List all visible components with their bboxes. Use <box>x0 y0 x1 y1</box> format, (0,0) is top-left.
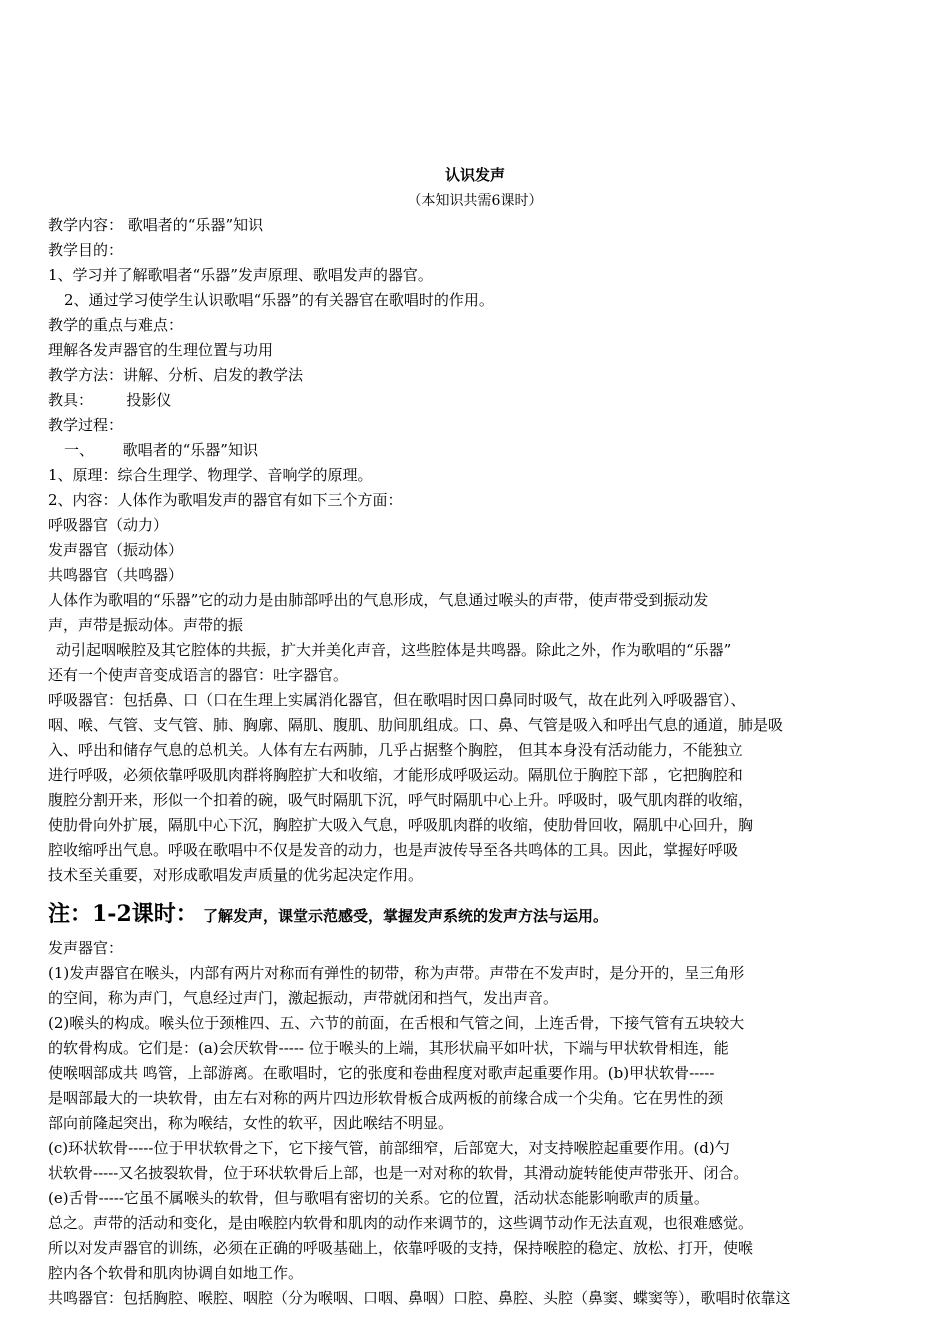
text-line: (1)发声器官在喉头，内部有两片对称而有弹性的韧带，称为声带。声带在不发声时，是分开的，呈三角形 <box>48 964 745 982</box>
text-line: 共鸣器官：包括胸腔、喉腔、咽腔（分为喉咽、口咽、鼻咽）口腔、鼻腔、头腔（鼻窦、蝶窦等），歌唱时依靠这 <box>48 1289 791 1307</box>
text-line: 教学过程： <box>48 416 124 434</box>
text-line: 发声器官（振动体） <box>48 541 184 559</box>
text-line: 教学目的： <box>48 241 124 259</box>
text-line: 腔内各个软骨和肌肉协调自如地工作。 <box>48 1264 304 1282</box>
text-line: (e)舌骨-----它虽不属喉头的软骨，但与歌唱有密切的关系。它的位置，活动状态能影响歌声的质量。 <box>48 1189 709 1207</box>
text-line: 入、呼出和储存气息的总机关。人体有左右两肺，几乎占据整个胸腔， 但其本身没有活动能力，不能独立 <box>48 741 743 759</box>
text-line: 呼吸器官（动力） <box>48 516 169 534</box>
text-line: 理解各发声器官的生理位置与功用 <box>48 341 274 359</box>
text-line: 声，声带是振动体。声带的振 <box>48 616 244 634</box>
document-body-continued <box>48 936 818 1311</box>
text-line: (c)环状软骨-----位于甲状软骨之下，它下接气管，前部细窄，后部宽大，对支持喉腔起重要作用。(d)勺 <box>48 1139 730 1157</box>
lesson-note <box>48 897 908 933</box>
text-line: 进行呼吸，必须依靠呼吸肌肉群将胸腔扩大和收缩，才能形成呼吸运动。隔肌位于胸腔下部 ，它把胸腔和 <box>48 766 743 784</box>
text-line: 技术至关重要，对形成歌唱发声质量的优劣起决定作用。 <box>48 866 424 884</box>
text-line: 共鸣器官（共鸣器） <box>48 566 184 584</box>
section-heading: 一、 歌唱者的“乐器”知识 <box>64 441 258 459</box>
text-line: 1、原理：综合生理学、物理学、音响学的原理。 <box>48 466 373 484</box>
text-line: 呼吸器官：包括鼻、口（口在生理上实属消化器官，但在歌唱时因口鼻同时吸气，故在此列入呼吸器官）、 <box>48 691 746 709</box>
text-line: 1、学习并了解歌唱者“乐器”发声原理、歌唱发声的器官。 <box>48 266 433 284</box>
note-text: 了解发声，课堂示范感受，掌握发声系统的发声方法与运用。 <box>202 907 608 925</box>
text-line: 部向前隆起突出，称为喉结，女性的软平，因此喉结不明显。 <box>48 1114 454 1132</box>
page-subtitle: （本知识共需6课时） <box>407 193 543 209</box>
text-line: 还有一个使声音变成语言的器官：吐字器官。 <box>48 666 349 684</box>
text-line: 2、通过学习使学生认识歌唱“乐器”的有关器官在歌唱时的作用。 <box>64 291 494 309</box>
text-line: 所以对发声器官的训练，必须在正确的呼吸基础上，依靠呼吸的支持，保持喉腔的稳定、放松、打开，使喉 <box>48 1239 754 1257</box>
text-line: 的软骨构成。它们是：(a)会厌软骨----- 位于喉头的上端，其形状扁平如叶状，下端与甲状软骨相连，能 <box>48 1039 729 1057</box>
text-line: 教具： 投影仪 <box>48 391 172 409</box>
text-line: (2)喉头的构成。喉头位于颈椎四、五、六节的前面，在舌根和气管之间，上连舌骨，下接气管有五块较大 <box>48 1014 745 1032</box>
text-line: 人体作为歌唱的“乐器”它的动力是由肺部呼出的气息形成，气息通过喉头的声带，使声带受到振动发 <box>48 591 709 609</box>
text-line: 使喉咽部成共 鸣管，上部游离。在歌唱时，它的张度和卷曲程度对歌声起重要作用。(b)甲状软骨----- <box>48 1064 715 1082</box>
text-line: 使肋骨向外扩展，隔肌中心下沉，胸腔扩大吸入气息，呼吸肌肉群的收缩，使肋骨回收，隔肌中心回升，胸 <box>48 816 754 834</box>
text-line: 教学内容： 歌唱者的“乐器”知识 <box>48 216 264 234</box>
text-line: 发声器官： <box>48 939 124 957</box>
text-line: 腔收缩呼出气息。呼吸在歌唱中不仅是发音的动力，也是声波传导至各共鸣体的工具。因此，掌握好呼吸 <box>48 841 739 859</box>
note-label: 注：1-2课时： <box>48 901 198 927</box>
text-line: 2、内容：人体作为歌唱发声的器官有如下三个方面： <box>48 491 403 509</box>
text-line: 咽、喉、气管、支气管、肺、胸廓、隔肌、腹肌、肋间肌组成。口、鼻、气管是吸入和呼出气息的通道，肺是吸 <box>48 716 784 734</box>
text-line: 动引起咽喉腔及其它腔体的共振，扩大并美化声音，这些腔体是共鸣器。除此之外，作为歌唱的“乐器” <box>56 641 732 659</box>
page-title: 认识发声 <box>444 166 505 184</box>
text-line: 总之。声带的活动和变化，是由喉腔内软骨和肌肉的动作来调节的，这些调节动作无法直观，也很难感觉。 <box>48 1214 754 1232</box>
text-line: 教学方法：讲解、分析、启发的教学法 <box>48 366 304 384</box>
text-line: 教学的重点与难点： <box>48 316 184 334</box>
text-line: 腹腔分割开来，形似一个扣着的碗，吸气时隔肌下沉，呼气时隔肌中心上升。呼吸时，吸气肌肉群的收缩， <box>48 791 754 809</box>
text-line: 的空间，称为声门，气息经过声门，激起振动，声带就闭和挡气，发出声音。 <box>48 989 559 1007</box>
document-body <box>48 213 808 888</box>
text-line: 状软骨-----又名披裂软骨，位于环状软骨后上部，也是一对对称的软骨，其滑动旋转能使声带张开、闭合。 <box>48 1164 749 1182</box>
text-line: 是咽部最大的一块软骨，由左右对称的两片四边形软骨板合成两板的前缘合成一个尖角。它在男性的颈 <box>48 1089 724 1107</box>
